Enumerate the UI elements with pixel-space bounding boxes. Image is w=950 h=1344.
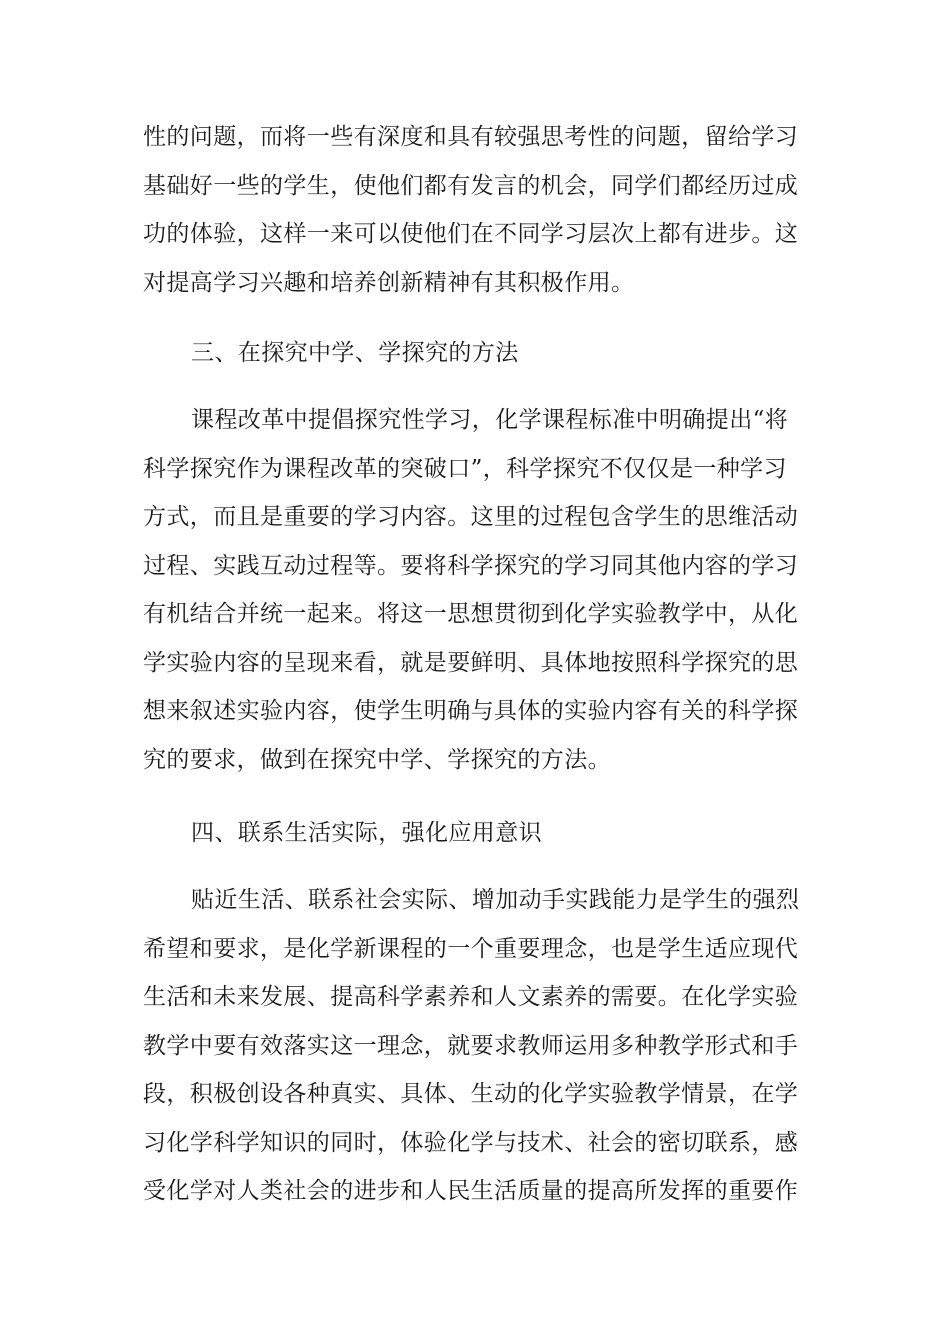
section-heading-3 (143, 329, 813, 378)
text-line: 课程改革中提倡探究性学习，化学课程标准中明确提出“将 (191, 407, 789, 433)
text-line: 性的问题，而将一些有深度和具有较强思考性的问题，留给学习 (143, 124, 799, 150)
text-line: 究的要求，做到在探究中学、学探究的方法。 (143, 746, 611, 773)
text-line: 贴近生活、联系社会实际、增加动手实践能力是学生的强烈 (191, 887, 800, 913)
text-line: 有机结合并统一起来。将这一思想贯彻到化学实验教学中，从化 (143, 601, 799, 627)
text-line: 生活和未来发展、提高科学素养和人文素养的需要。在化学实验 (143, 984, 799, 1010)
text-line: 学实验内容的呈现来看，就是要鲜明、具体地按照科学探究的思 (143, 649, 799, 676)
text-line: 教学中要有效落实这一理念，就要求教师运用多种教学形式和手 (143, 1032, 799, 1059)
text-line: 方式，而且是重要的学习内容。这里的过程包含学生的思维活动 (143, 504, 799, 530)
text-line: 基础好一些的学生，使他们都有发言的机会，同学们都经历过成 (143, 172, 799, 199)
text-line: 功的体验，这样一来可以使他们在不同学习层次上都有进步。这 (143, 221, 799, 247)
paragraph-section-3 (143, 396, 813, 784)
text-line: 受化学对人类社会的进步和人民生活质量的提高所发挥的重要作 (143, 1178, 799, 1204)
paragraph-continuation (143, 113, 813, 307)
heading-text: 三、在探究中学、学探究的方法 (191, 340, 519, 366)
text-line: 想来叙述实验内容，使学生明确与具体的实验内容有关的科学探 (143, 698, 799, 724)
text-line: 对提高学习兴趣和培养创新精神有其积极作用。 (143, 269, 635, 296)
section-heading-4 (143, 809, 813, 858)
text-line: 过程、实践互动过程等。要将科学探究的学习同其他内容的学习 (143, 552, 799, 579)
paragraph-section-4 (143, 876, 813, 1216)
text-line: 科学探究作为课程改革的突破口”，科学探究不仅仅是一种学习 (143, 455, 787, 482)
text-line: 段，积极创设各种真实、具体、生动的化学实验教学情景，在学 (143, 1081, 799, 1107)
text-line: 希望和要求，是化学新课程的一个重要理念，也是学生适应现代 (143, 935, 799, 962)
text-line: 习化学科学知识的同时，体验化学与技术、社会的密切联系，感 (143, 1129, 799, 1156)
heading-text: 四、联系生活实际，强化应用意识 (191, 820, 542, 846)
